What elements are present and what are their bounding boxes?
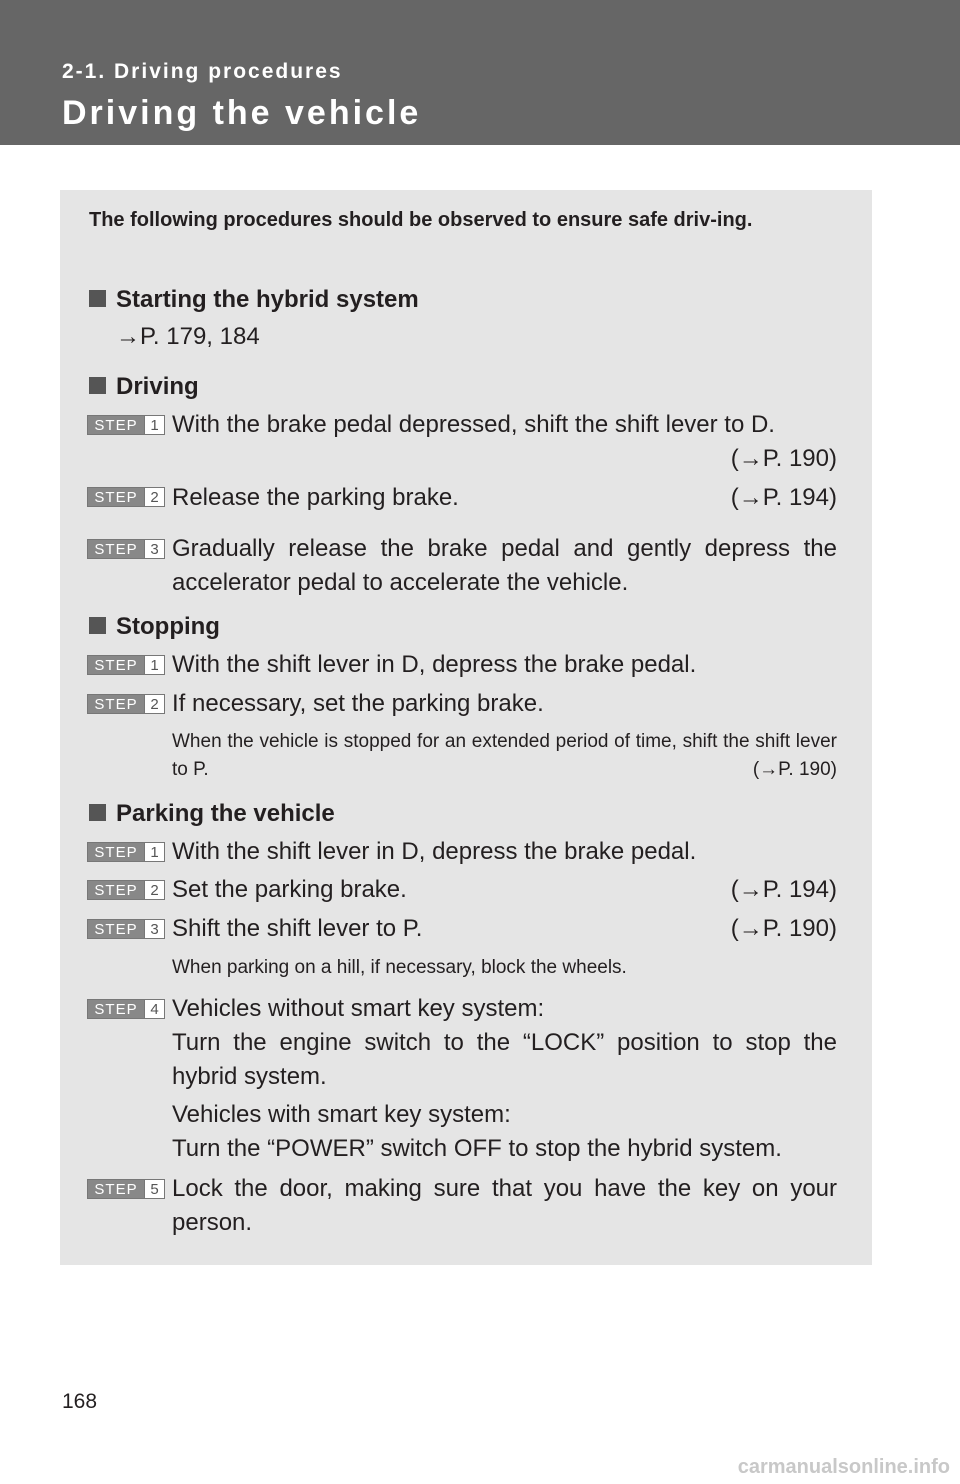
step-text: Set the parking brake. (→P. 194) bbox=[172, 873, 837, 907]
step-text: Lock the door, making sure that you have the key on your person. bbox=[172, 1175, 837, 1236]
variant-text: Turn the engine switch to the “LOCK” position to stop the hybrid system. bbox=[172, 1029, 837, 1090]
note-text: When the vehicle is stopped for an extended period of time, shift the shift lever to P. (→P. 190) bbox=[172, 728, 837, 784]
square-bullet-icon bbox=[89, 617, 106, 634]
page-reference: (→P. 190) bbox=[730, 445, 837, 472]
heading-label: Stopping bbox=[116, 613, 220, 640]
variant-label: Vehicles without smart key system: bbox=[172, 995, 545, 1022]
step-text: Release the parking brake. (→P. 194) bbox=[172, 481, 837, 515]
page-reference: (→P. 190) bbox=[730, 915, 837, 942]
step-badge: STEP 2 bbox=[87, 487, 165, 507]
page-reference: →P. 179, 184 bbox=[116, 323, 260, 350]
variant-label: Vehicles with smart key system: bbox=[172, 1101, 511, 1128]
step-text: With the shift lever in D, depress the brake pedal. bbox=[172, 838, 697, 865]
page-number: 168 bbox=[62, 1390, 98, 1413]
step-text: With the shift lever in D, depress the brake pedal. bbox=[172, 651, 697, 678]
square-bullet-icon bbox=[89, 804, 106, 821]
step-badge: STEP 2 bbox=[87, 880, 165, 900]
heading-label: Starting the hybrid system bbox=[116, 286, 419, 313]
page-reference: (→P. 190) bbox=[752, 759, 837, 780]
heading-driving bbox=[89, 373, 199, 401]
watermark: carmanualsonline.info bbox=[737, 1456, 950, 1478]
square-bullet-icon bbox=[89, 377, 106, 394]
step-text: If necessary, set the parking brake. bbox=[172, 690, 544, 717]
page-reference: (→P. 194) bbox=[730, 484, 837, 511]
step-badge: STEP 5 bbox=[87, 1179, 165, 1199]
step-badge: STEP 2 bbox=[87, 694, 165, 714]
heading-stopping bbox=[89, 613, 220, 641]
page-title: Driving the vehicle bbox=[62, 94, 422, 132]
heading-parking bbox=[89, 800, 335, 828]
section-label: 2-1. Driving procedures bbox=[62, 60, 343, 83]
intro-text: The following procedures should be observed to ensure safe driv-ing. bbox=[89, 209, 753, 231]
heading-starting bbox=[89, 286, 419, 314]
page-header bbox=[0, 0, 960, 145]
square-bullet-icon bbox=[89, 290, 106, 307]
variant-text: Turn the “POWER” switch OFF to stop the hybrid system. bbox=[172, 1135, 782, 1162]
step-text: Gradually release the brake pedal and gently depress the accelerator pedal to accelerate the vehicle. bbox=[172, 535, 837, 596]
step-badge: STEP 1 bbox=[87, 415, 165, 435]
step-badge: STEP 3 bbox=[87, 919, 165, 939]
step-badge: STEP 1 bbox=[87, 842, 165, 862]
step-text: With the brake pedal depressed, shift the shift lever to D. (→P. 190) bbox=[172, 408, 837, 476]
step-badge: STEP 4 bbox=[87, 999, 165, 1019]
step-badge: STEP 3 bbox=[87, 539, 165, 559]
step-text: Shift the shift lever to P. (→P. 190) bbox=[172, 912, 837, 946]
heading-label: Driving bbox=[116, 373, 199, 400]
page-reference: (→P. 194) bbox=[730, 876, 837, 903]
note-text: When parking on a hill, if necessary, block the wheels. bbox=[172, 957, 627, 978]
heading-label: Parking the vehicle bbox=[116, 800, 335, 827]
step-badge: STEP 1 bbox=[87, 655, 165, 675]
step-text bbox=[172, 992, 837, 1166]
